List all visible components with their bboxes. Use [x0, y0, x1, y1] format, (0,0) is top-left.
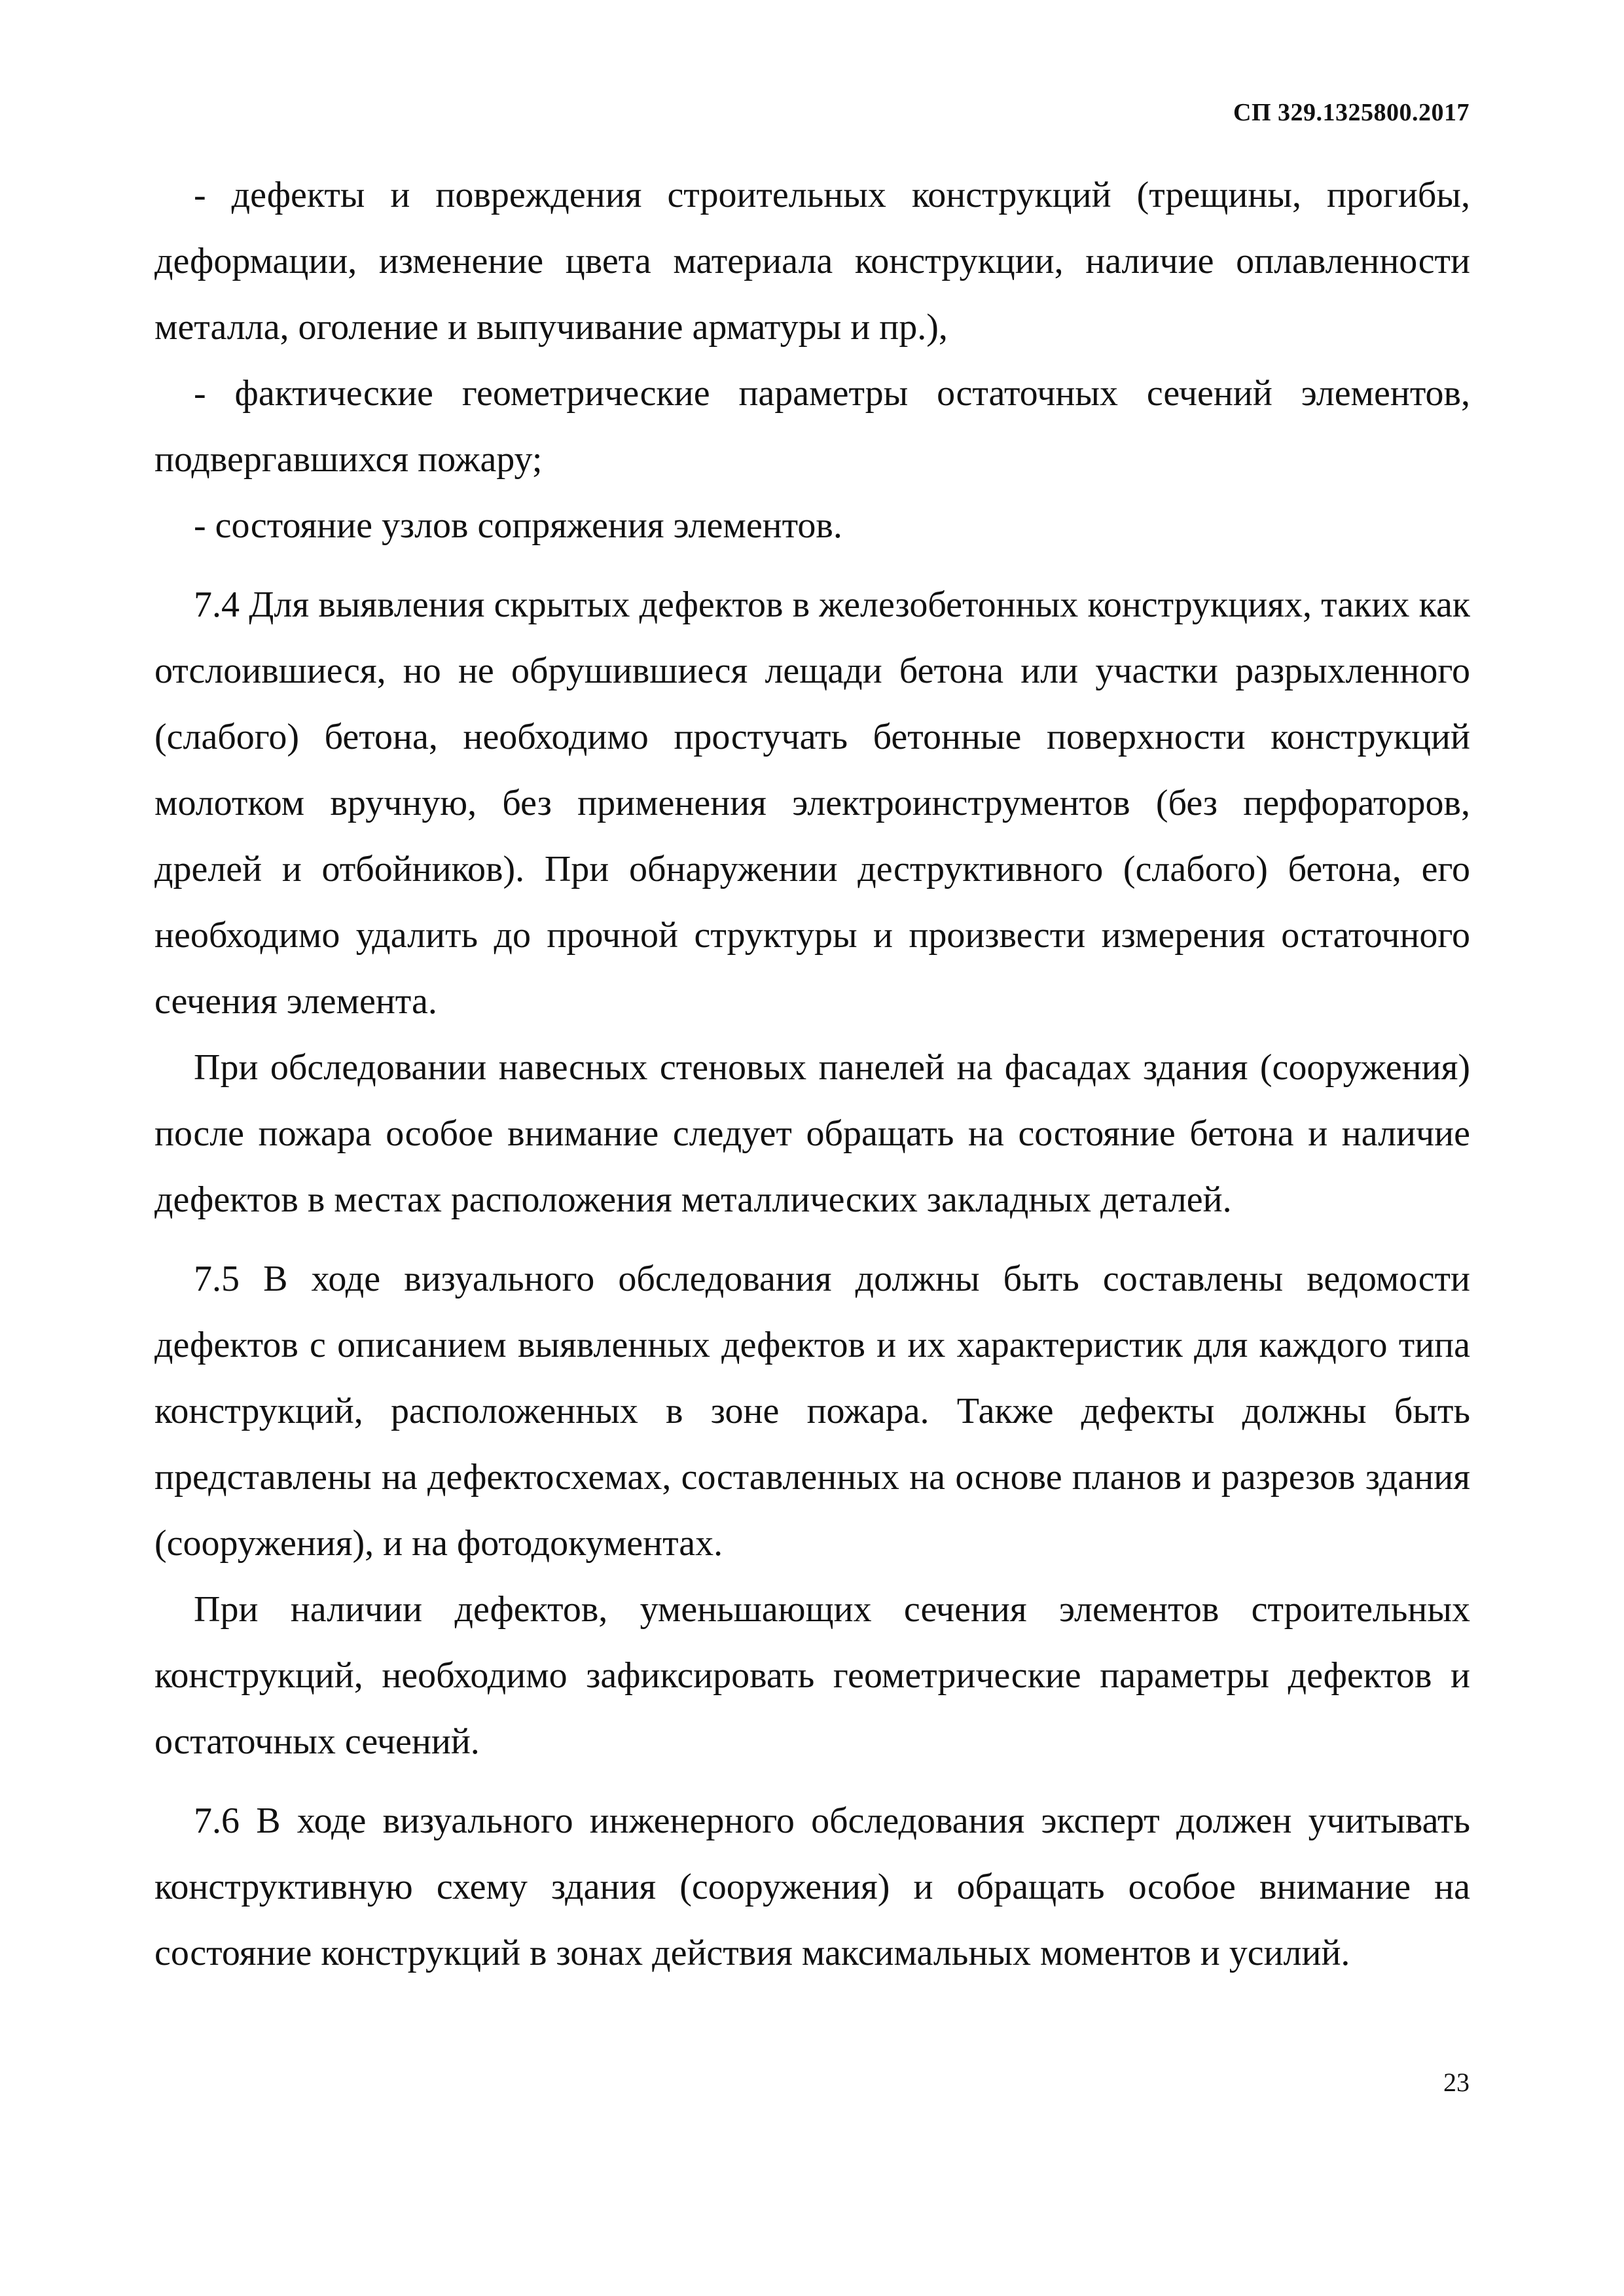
paragraph-7-4: 7.4 Для выявления скрытых дефектов в железобетонных конструкциях, таких как отслоившиеся, но не обрушившиеся лещади бетона или участки разрыхленного (слабого) бетона, необходимо простучать бетонные поверхности конструкций молотком вручную, без применения электроинструментов (без перфораторов, дрелей и отбойников). При обнаружении деструктивного (слабого) бетона, его необходимо удалить до прочной структуры и произвести измерения остаточного сечения элемента. [154, 584, 1470, 1022]
list-item-defects: - дефекты и повреждения строительных конструкций (трещины, прогибы, деформации, изменение цвета материала конструкции, наличие оплавленности металла, оголение и выпучивание арматуры и пр.), [154, 175, 1470, 348]
paragraph-wall-panels: При обследовании навесных стеновых панелей на фасадах здания (сооружения) после пожара особое внимание следует обращать на состояние бетона и наличие дефектов в местах расположения металлических закладных деталей. [154, 1047, 1470, 1220]
document-body [154, 162, 1470, 1986]
paragraph-7-5: 7.5 В ходе визуального обследования должны быть составлены ведомости дефектов с описанием выявленных дефектов и их характеристик для каждого типа конструкций, расположенных в зоне пожара. Также дефекты должны быть представлены на дефектосхемах, составленных на основе планов и разрезов здания (сооружения), и на фотодокументах. [154, 1259, 1470, 1564]
paragraph-7-6: 7.6 В ходе визуального инженерного обследования эксперт должен учитывать конструктивную схему здания (сооружения) и обращать особое внимание на состояние конструкций в зонах действия максимальных моментов и усилий. [154, 1801, 1470, 1973]
page-number: 23 [1443, 2068, 1470, 2097]
list-item-geometric-parameters: - фактические геометрические параметры остаточных сечений элементов, подвергавшихся пожару; [154, 373, 1470, 480]
list-item-joint-condition: - состояние узлов сопряжения элементов. [194, 505, 842, 546]
paragraph-section-defects: При наличии дефектов, уменьшающих сечения элементов строительных конструкций, необходимо зафиксировать геометрические параметры дефектов и остаточных сечений. [154, 1589, 1470, 1762]
document-code-header: СП 329.1325800.2017 [1233, 99, 1470, 126]
